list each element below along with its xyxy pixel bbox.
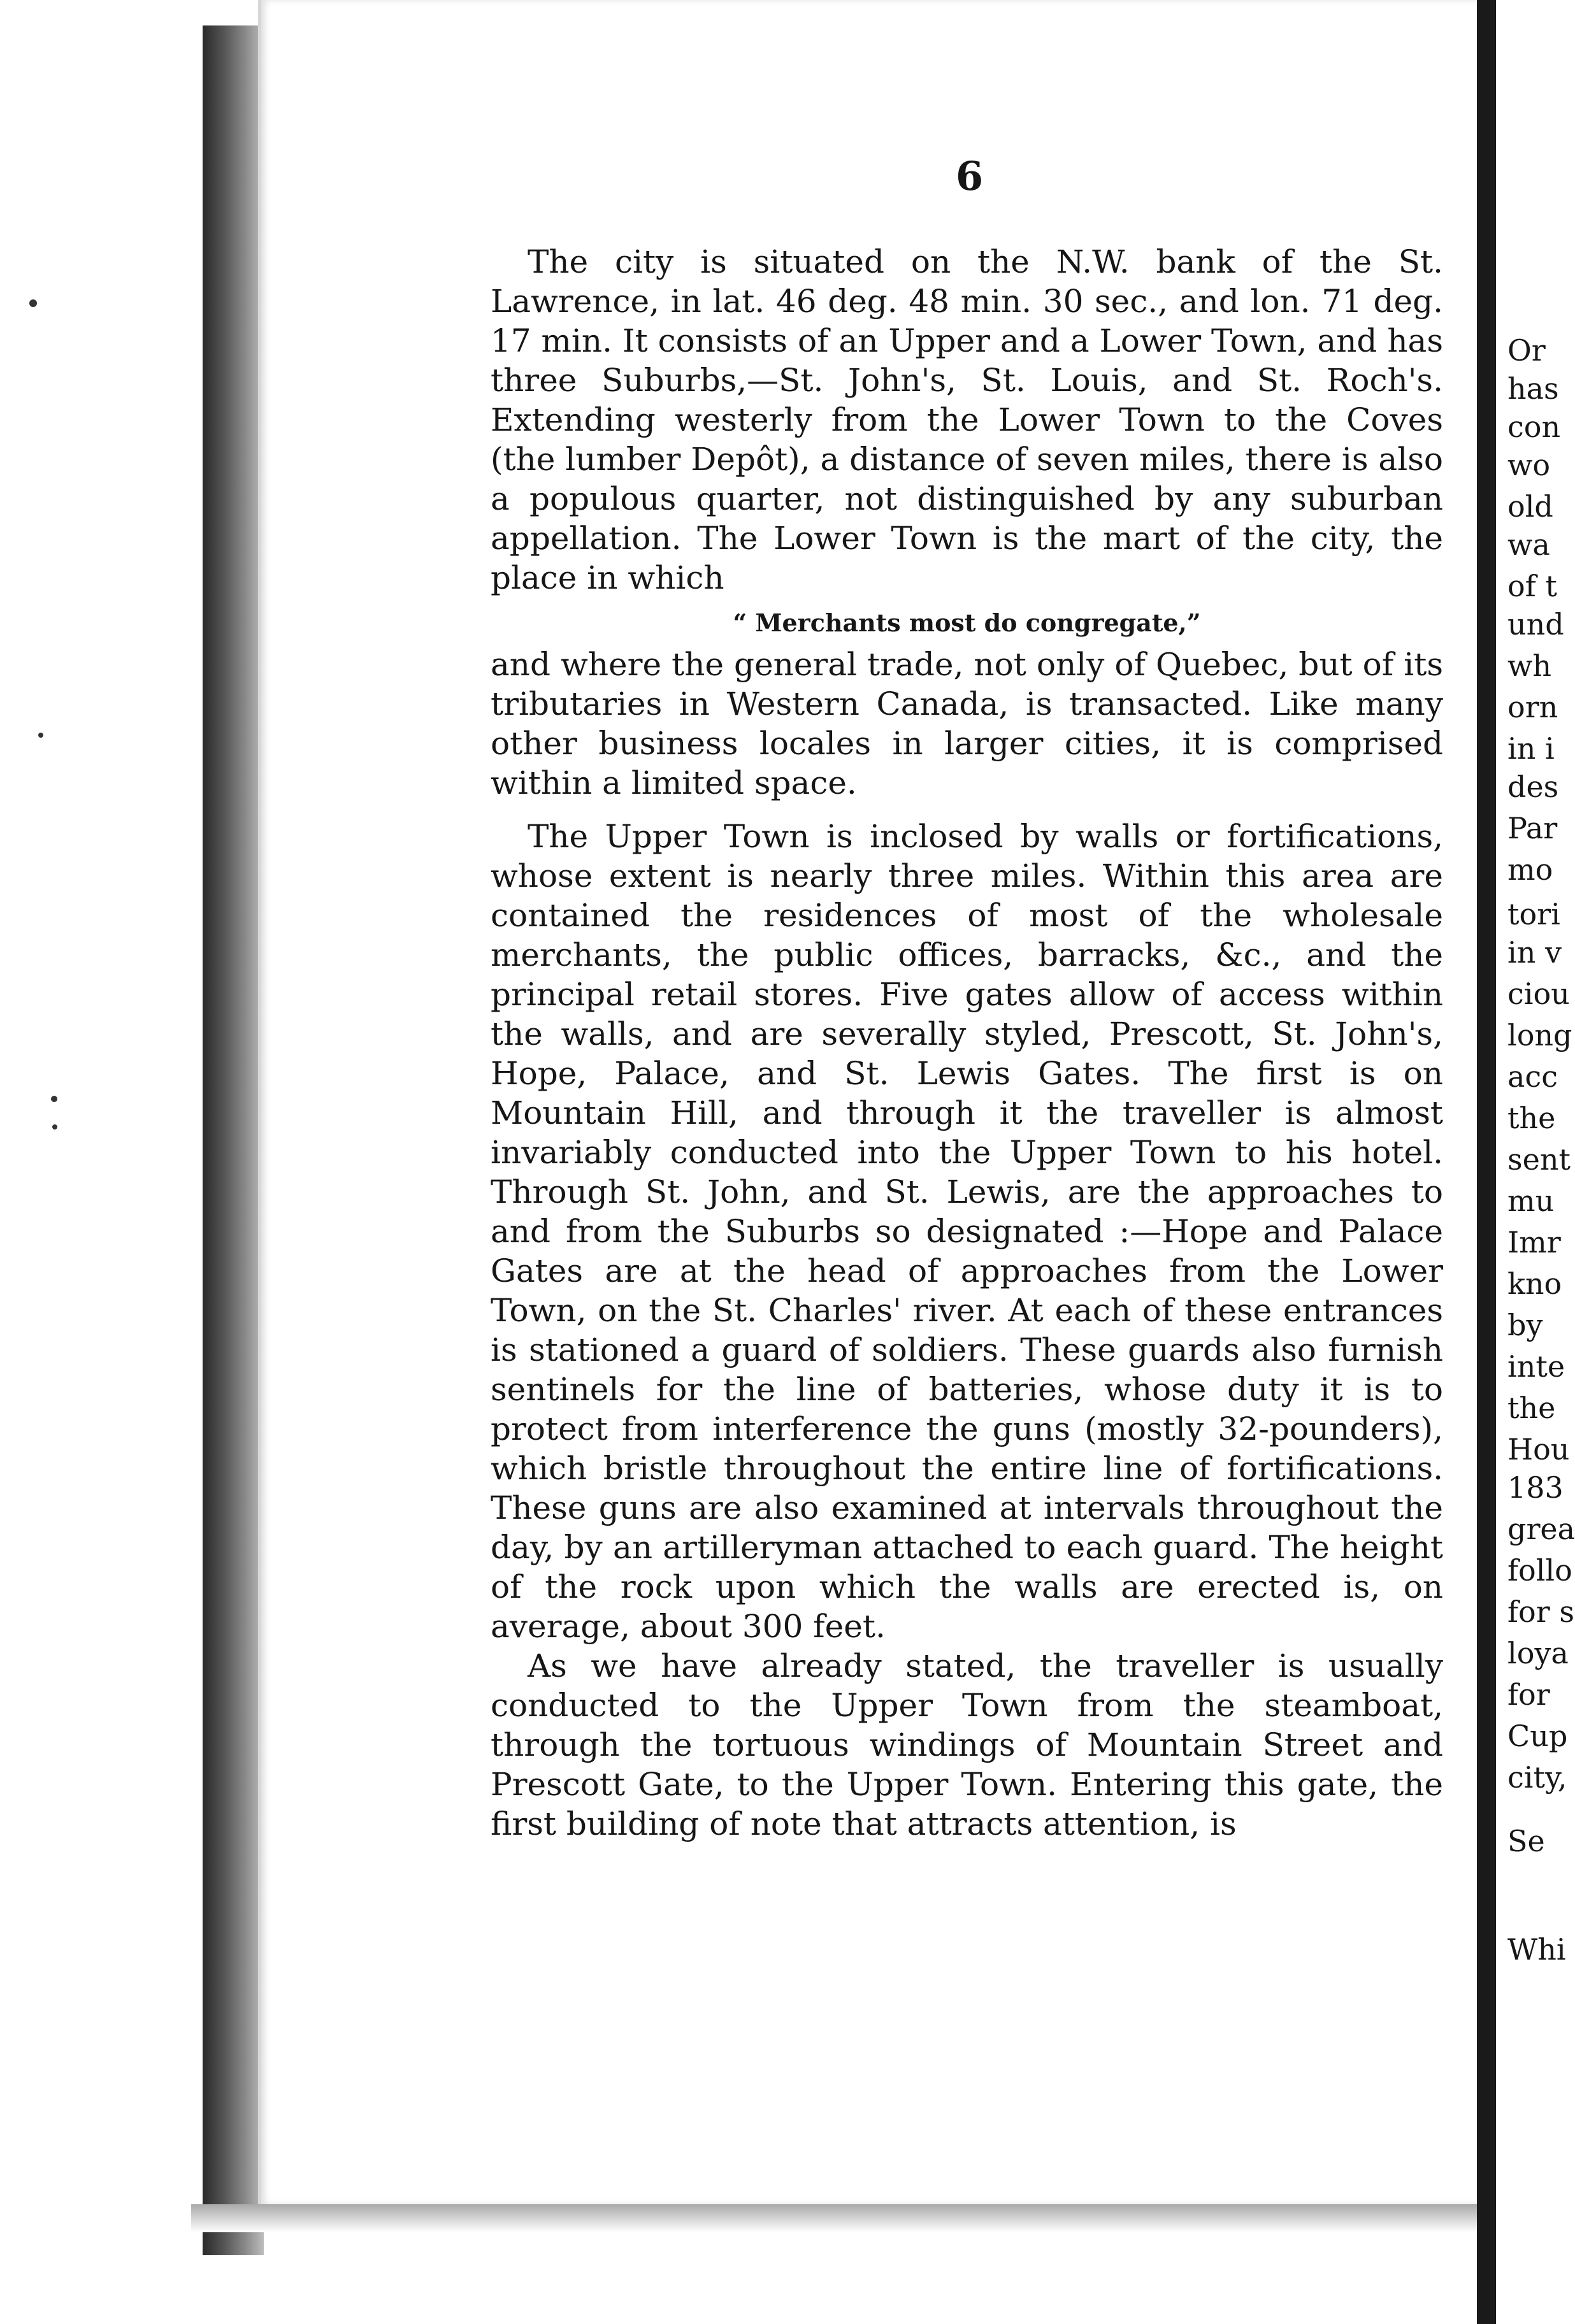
facing-line: of t xyxy=(1507,569,1557,603)
paragraph-3: As we have already stated, the traveller is usually conducted to the Upper Town from the steamboat, through the tortuous windings of Mountain Street and Prescott Gate, to the Upper Town. Entering this gate, the first building of note that attracts attention, is xyxy=(491,1647,1443,1842)
facing-line: loya xyxy=(1507,1636,1569,1670)
facing-line: ciou xyxy=(1507,977,1570,1011)
paragraph-1: The city is situated on the N.W. bank of the St. Lawrence, in lat. 46 deg. 48 min. 30 sec., and lon. 71 deg. 17 min. It consists of an Upper and a Lower Town, and has three Suburbs,—St. John's, St. Louis, and St. Roch's. Extending westerly from the Lower Town to the Coves (the lumber Depôt), a distance of seven miles, there is also a populous quarter, not distinguished by any suburban appellation. The Lower Town is the mart of the city, the place in which xyxy=(491,243,1443,596)
facing-line: acc xyxy=(1507,1059,1558,1094)
facing-line: the xyxy=(1507,1391,1556,1425)
book-spine-edge xyxy=(203,25,264,2255)
facing-line: Imr xyxy=(1507,1225,1561,1259)
paragraph-2: The Upper Town is inclosed by walls or fortifications, whose extent is nearly three miles. Within this area are contained the residences of most of the wholesale merchants, the public offices, barracks, &c., and the principal retail stores. Five gates allow of access within the walls, and are severally styled, Prescott, St. John's, Hope, Palace, and St. Lewis Gates. The first is on Mountain Hill, and through it the traveller is almost invariably conducted into the Upper Town to his hotel. Through St. John, and St. Lewis, are the approaches to and from the Suburbs so designated :—Hope and Palace Gates are at the head of approaches from the Lower Town, on the St. Charles' river. At each of these entrances is stationed a guard of soldiers. These guards also furnish sentinels for the line of batteries, whose duty it is to protect from interference the guns (mostly 32-pounders), which bristle throughout the entire line of fortifications. These guns are also examined at intervals throughout the day, by an artilleryman attached to each guard. The height of the rock upon which the walls are erected is, on average, about 300 feet. xyxy=(491,818,1443,1645)
facing-line: in v xyxy=(1507,935,1562,970)
facing-line: in i xyxy=(1507,731,1555,766)
facing-line: wh xyxy=(1507,649,1551,683)
paragraph-1-continued: and where the general trade, not only of Quebec, but of its tributaries in Western Canada, is transacted. Like many other business locales in larger cities, it is comprised within a limited space. xyxy=(491,646,1443,801)
facing-line: wo xyxy=(1507,448,1551,482)
scan-speck xyxy=(51,1096,57,1102)
facing-line: grea xyxy=(1507,1512,1575,1546)
facing-line: for s xyxy=(1507,1595,1574,1629)
facing-line: Se xyxy=(1507,1824,1545,1858)
facing-line: the xyxy=(1507,1101,1556,1135)
facing-line: by xyxy=(1507,1308,1543,1342)
facing-line: des xyxy=(1507,770,1559,804)
facing-line: Whi xyxy=(1507,1932,1566,1967)
block-quote: “ Merchants most do congregate,” xyxy=(733,608,1201,637)
scan-speck xyxy=(52,1124,57,1130)
facing-line: long xyxy=(1507,1018,1572,1052)
page-number: 6 xyxy=(956,153,984,199)
facing-line: for xyxy=(1507,1677,1550,1712)
facing-line: mu xyxy=(1507,1184,1555,1218)
facing-line: tori xyxy=(1507,897,1560,931)
facing-line: sent xyxy=(1507,1142,1571,1177)
facing-line: und xyxy=(1507,607,1564,642)
facing-line: Hou xyxy=(1507,1432,1570,1467)
scan-speck xyxy=(29,299,37,307)
facing-line: mo xyxy=(1507,852,1553,887)
facing-line: wa xyxy=(1507,527,1550,562)
facing-line: Or xyxy=(1507,333,1546,368)
page-shadow xyxy=(191,2204,1485,2232)
body-text xyxy=(491,242,1443,1844)
facing-line: follo xyxy=(1507,1553,1572,1588)
facing-line: Cup xyxy=(1507,1719,1568,1753)
facing-line: has xyxy=(1507,371,1559,406)
scan-speck xyxy=(38,733,43,738)
facing-line: kno xyxy=(1507,1266,1562,1301)
facing-line: old xyxy=(1507,489,1553,524)
facing-line: Par xyxy=(1507,811,1558,845)
facing-line: inte xyxy=(1507,1349,1565,1384)
book-gutter xyxy=(1477,0,1496,2324)
facing-line: con xyxy=(1507,410,1561,444)
facing-line: 183 xyxy=(1507,1470,1564,1505)
facing-line: orn xyxy=(1507,690,1558,724)
facing-line: city, xyxy=(1507,1760,1567,1795)
